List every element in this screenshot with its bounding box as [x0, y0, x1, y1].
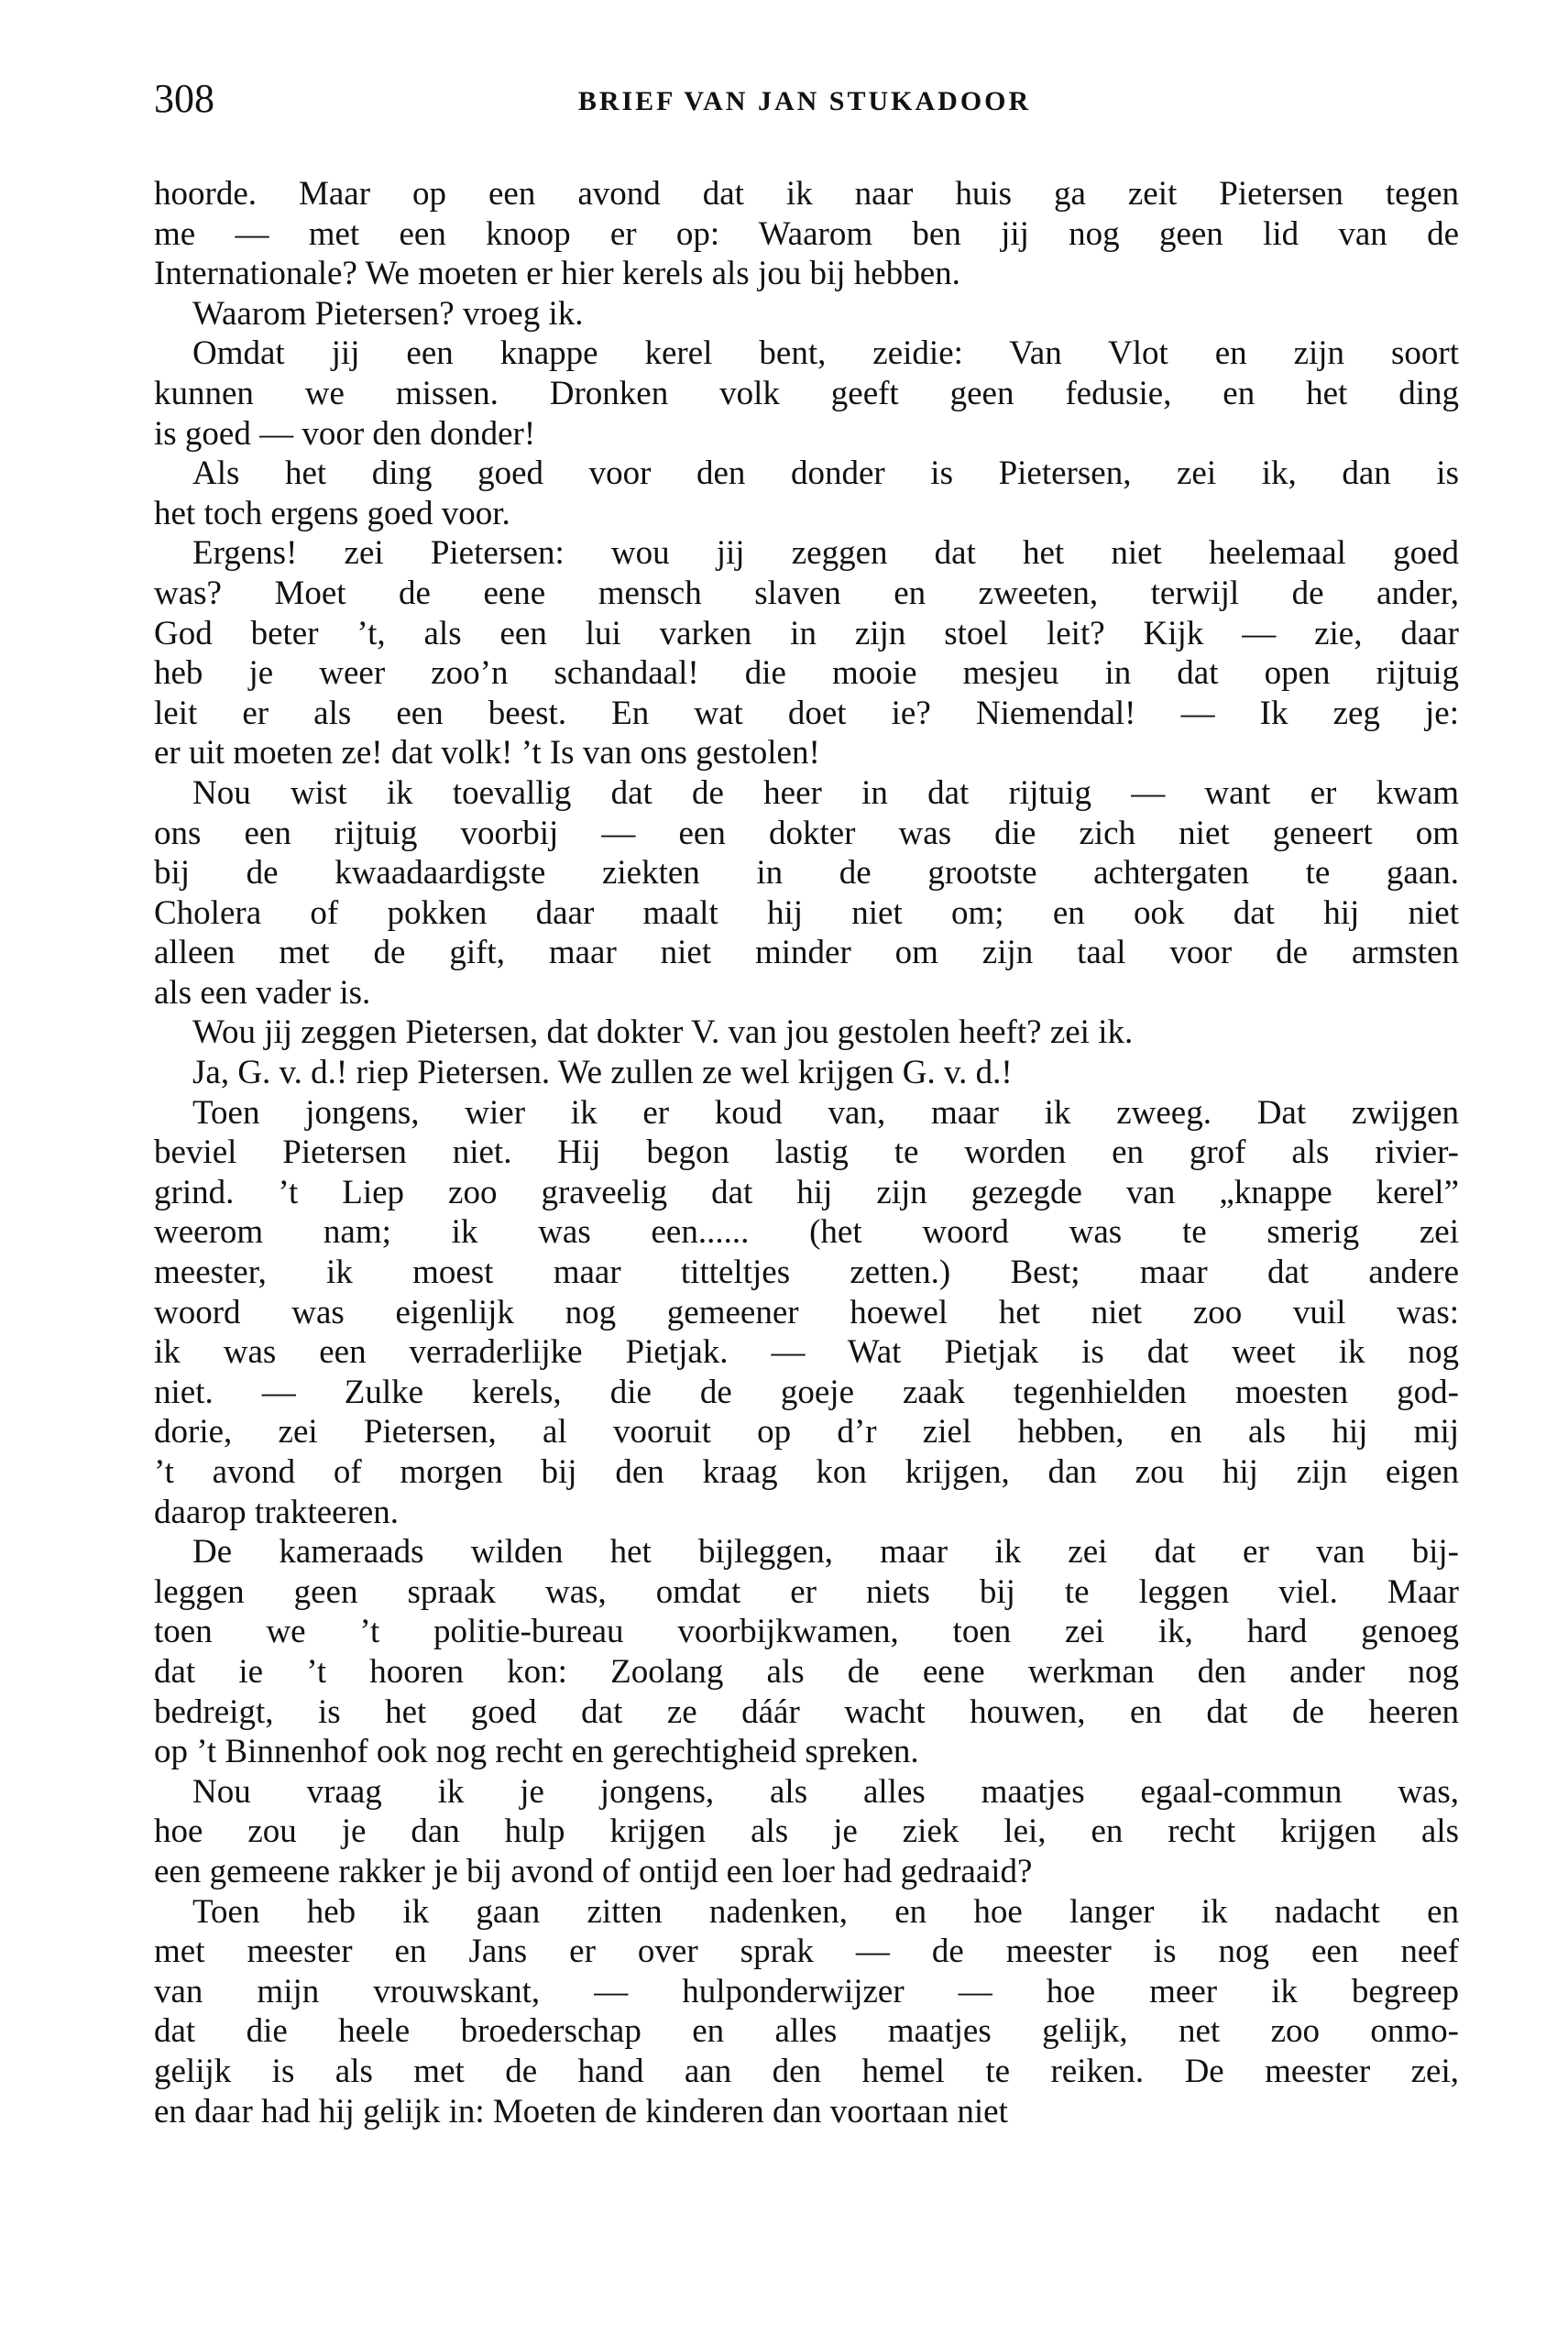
paragraph: [154, 1892, 1459, 2132]
text-line: beviel Pietersen niet. Hij begon lastig te worden en grof als rivier-: [154, 1134, 1459, 1172]
paragraph: [154, 1053, 1459, 1093]
text-line: toen we ’t politie-bureau voorbijkwamen, toen zei ik, hard genoeg: [154, 1613, 1459, 1651]
text-line: daarop trakteeren.: [154, 1493, 400, 1531]
page-header: [154, 71, 1455, 126]
text-line: De kameraads wilden het bijleggen, maar ik zei dat er van bij-: [192, 1533, 1459, 1572]
text-line: dorie, zei Pietersen, al vooruit op d’r ziel hebben, en als hij mij: [154, 1413, 1459, 1451]
text-line: weerom nam; ik was een...... (het woord was te smerig zei: [154, 1213, 1459, 1252]
paragraph: [154, 773, 1459, 1013]
text-line: woord was eigenlijk nog gemeener hoewel het niet zoo vuil was:: [154, 1293, 1459, 1331]
text-line: Internationale? We moeten er hier kerels als jou bij hebben.: [154, 255, 960, 293]
text-line: Ja, G. v. d.! riep Pietersen. We zullen ze wel krijgen G. v. d.!: [192, 1054, 1013, 1092]
text-line: een gemeene rakker je bij avond of ontijd een loer had gedraaid?: [154, 1852, 1033, 1890]
text-line: kunnen we missen. Dronken volk geeft geen fedusie, en het ding: [154, 374, 1459, 412]
text-line: Toen heb ik gaan zitten nadenken, en hoe langer ik nadacht en: [192, 1892, 1459, 1931]
text-line: is goed — voor den donder!: [154, 414, 536, 453]
text-line: grind. ’t Liep zoo graveelig dat hij zijn gezegde van „knappe kerel”: [154, 1173, 1459, 1211]
paragraph: [154, 1093, 1459, 1533]
paragraph: [154, 533, 1459, 773]
text-line: als een vader is.: [154, 973, 371, 1012]
text-line: meester, ik moest maar titteltjes zetten.) Best; maar dat andere: [154, 1254, 1459, 1292]
text-line: Waarom Pietersen? vroeg ik.: [192, 294, 584, 333]
text-line: was? Moet de eene mensch slaven en zweeten, terwijl de ander,: [154, 574, 1459, 612]
text-line: me — met een knoop er op: Waarom ben jij nog geen lid van de: [154, 214, 1459, 253]
text-line: bedreigt, is het goed dat ze dáár wacht houwen, en dat de heeren: [154, 1692, 1459, 1731]
paragraph: [154, 454, 1459, 533]
paragraph: [154, 1532, 1459, 1772]
text-line: dat die heele broederschap en alles maatjes gelijk, net zoo onmo-: [154, 2012, 1459, 2051]
running-title: BRIEF VAN JAN STUKADOOR: [577, 86, 1032, 116]
paragraph: [154, 294, 1459, 334]
text-line: leggen geen spraak was, omdat er niets bij te leggen viel. Maar: [154, 1572, 1459, 1611]
text-line: Als het ding goed voor den donder is Pietersen, zei ik, dan is: [192, 455, 1459, 493]
text-line: gelijk is als met de hand aan den hemel te reiken. De meester zei,: [154, 2052, 1459, 2090]
text-line: ons een rijtuig voorbij — een dokter was die zich niet geneert om: [154, 814, 1459, 852]
text-line: dat ie ’t hooren kon: Zoolang als de eene werkman den ander nog: [154, 1652, 1459, 1691]
text-line: het toch ergens goed voor.: [154, 494, 510, 532]
text-line: hoe zou je dan hulp krijgen als je ziek lei, en recht krijgen als: [154, 1813, 1459, 1851]
text-line: en daar had hij gelijk in: Moeten de kinderen dan voortaan niet: [154, 2092, 1008, 2130]
text-line: leit er als een beest. En wat doet ie? Niemendal! — Ik zeg je:: [154, 694, 1459, 732]
text-line: Ergens! zei Pietersen: wou jij zeggen dat het niet heelemaal goed: [192, 534, 1459, 573]
text-line: bij de kwaadaardigste ziekten in de grootste achtergaten te gaan.: [154, 854, 1459, 893]
paragraph: [154, 1013, 1459, 1053]
text-line: Nou wist ik toevallig dat de heer in dat rijtuig — want er kwam: [192, 773, 1459, 812]
text-line: er uit moeten ze! dat volk! ’t Is van ons gestolen!: [154, 734, 820, 772]
paragraph: [154, 174, 1459, 294]
text-line: Toen jongens, wier ik er koud van, maar ik zweeg. Dat zwijgen: [192, 1093, 1459, 1132]
text-line: Cholera of pokken daar maalt hij niet om; en ook dat hij niet: [154, 893, 1459, 932]
text-line: ’t avond of morgen bij den kraag kon krijgen, dan zou hij zijn eigen: [154, 1453, 1459, 1491]
text-line: Nou vraag ik je jongens, als alles maatjes egaal-commun was,: [192, 1772, 1459, 1811]
paragraph: [154, 334, 1459, 454]
text-line: hoorde. Maar op een avond dat ik naar huis ga zeit Pietersen tegen: [154, 175, 1459, 213]
text-line: Wou jij zeggen Pietersen, dat dokter V. van jou gestolen heeft? zei ik.: [192, 1013, 1134, 1052]
text-line: met meester en Jans er over sprak — de meester is nog een neef: [154, 1933, 1459, 1971]
text-line: heb je weer zoo’n schandaal! die mooie mesjeu in dat open rijtuig: [154, 654, 1459, 693]
page-number: 308: [154, 76, 214, 121]
text-line: niet. — Zulke kerels, die de goeje zaak tegenhielden moesten god-: [154, 1373, 1459, 1411]
text-line: op ’t Binnenhof ook nog recht en gerechtigheid spreken.: [154, 1733, 919, 1771]
text-line: ik was een verraderlijke Pietjak. — Wat Pietjak is dat weet ik nog: [154, 1333, 1459, 1372]
text-line: van mijn vrouwskant, — hulponderwijzer — hoe meer ik begreep: [154, 1972, 1459, 2010]
text-line: Omdat jij een knappe kerel bent, zeidie: Van Vlot en zijn soort: [192, 334, 1459, 373]
text-line: alleen met de gift, maar niet minder om zijn taal voor de armsten: [154, 934, 1459, 972]
body-text: [154, 174, 1459, 2131]
text-line: God beter ’t, als een lui varken in zijn stoel leit? Kijk — zie, daar: [154, 614, 1459, 652]
paragraph: [154, 1772, 1459, 1892]
